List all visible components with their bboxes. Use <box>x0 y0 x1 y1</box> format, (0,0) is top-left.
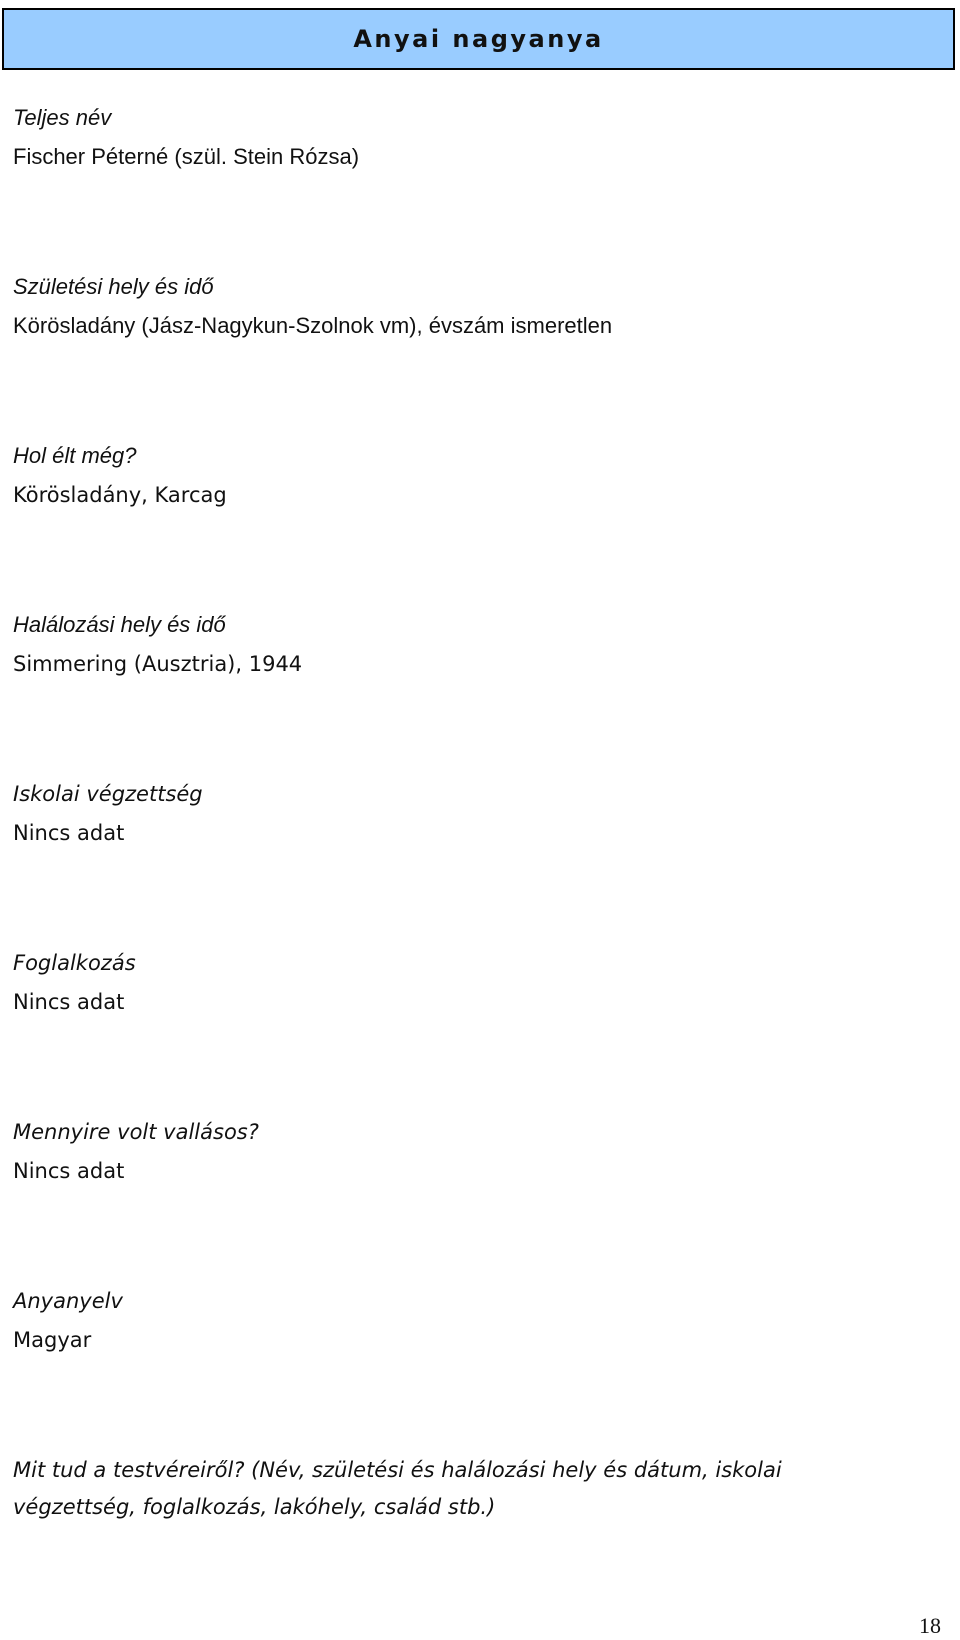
field-value-mother-tongue: Magyar <box>13 1328 92 1352</box>
field-label-death-place-date: Halálozási hely és idő <box>13 612 226 637</box>
field-label-full-name: Teljes név <box>13 105 112 130</box>
section-header-box <box>2 8 955 70</box>
field-value-birth-place-date: Körösladány (Jász-Nagykun-Szolnok vm), évszám ismeretlen <box>13 313 613 338</box>
siblings-question-line-1: Mit tud a testvéreiről? (Név, születési és halálozási hely és dátum, iskolai <box>13 1458 782 1482</box>
page-number: 18 <box>919 1613 941 1638</box>
section-title: Anyai nagyanya <box>353 25 604 53</box>
siblings-question-line-2: végzettség, foglalkozás, lakóhely, család stb.) <box>13 1495 496 1519</box>
field-label-other-residences: Hol élt még? <box>13 443 137 468</box>
field-label-religiosity: Mennyire volt vallásos? <box>13 1120 259 1144</box>
field-label-mother-tongue: Anyanyelv <box>13 1289 123 1313</box>
field-value-education: Nincs adat <box>13 821 125 845</box>
field-label-occupation: Foglalkozás <box>13 951 136 975</box>
field-value-occupation: Nincs adat <box>13 990 125 1014</box>
field-value-other-residences: Körösladány, Karcag <box>13 483 227 507</box>
field-value-religiosity: Nincs adat <box>13 1159 125 1183</box>
field-value-death-place-date: Simmering (Ausztria), 1944 <box>13 652 303 676</box>
field-value-full-name: Fischer Péterné (szül. Stein Rózsa) <box>13 144 360 169</box>
field-label-education: Iskolai végzettség <box>13 782 203 806</box>
field-label-birth-place-date: Születési hely és idő <box>13 274 214 299</box>
